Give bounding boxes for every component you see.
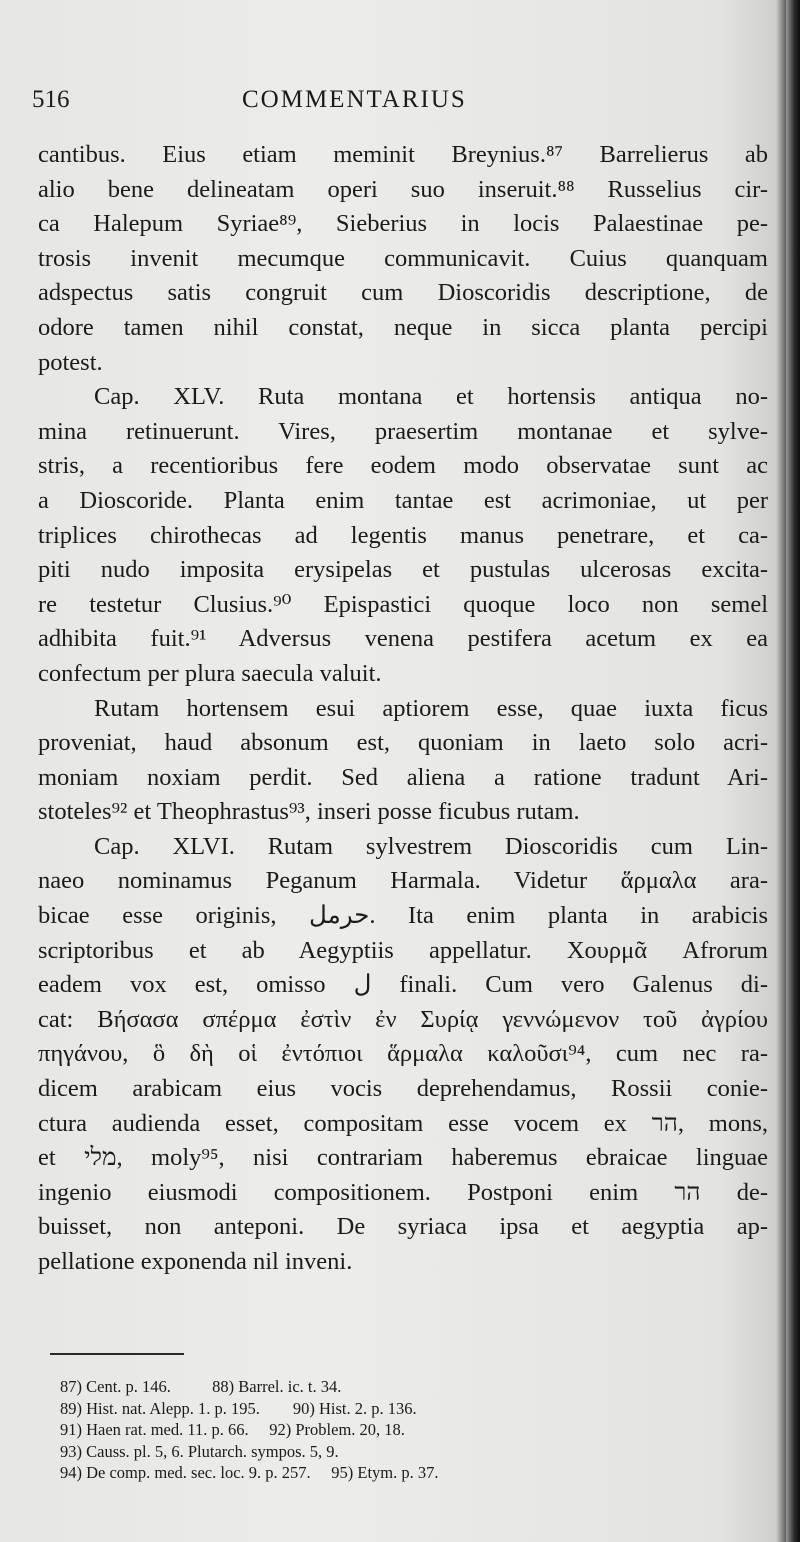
- text-line: adhibita fuit.⁹¹ Adversus venena pestifera acetum ex ea: [38, 625, 768, 653]
- text-line: ingenio eiusmodi compositionem. Postponi enim הר de-: [38, 1178, 768, 1206]
- page-number: 516: [32, 86, 70, 113]
- text-line: trosis invenit mecumque communicavit. Cuius quanquam: [38, 244, 768, 272]
- running-title: COMMENTARIUS: [242, 86, 467, 113]
- footnote-line: 89) Hist. nat. Alepp. 1. p. 195. 90) Hist. 2. p. 136.: [60, 1398, 417, 1418]
- footnotes: [60, 1376, 700, 1484]
- text-line: Cap. XLV. Ruta montana et hortensis antiqua no-: [94, 383, 768, 411]
- text-line: scriptoribus et ab Aegyptiis appellatur. Χουρμᾶ Afrorum: [38, 936, 768, 964]
- text-line: potest.: [38, 348, 103, 376]
- footnote-line: 87) Cent. p. 146. 88) Barrel. ic. t. 34.: [60, 1377, 342, 1396]
- text-line: odore tamen nihil constat, neque in sicca planta percipi: [38, 313, 768, 341]
- text-line: stoteles⁹² et Theophrastus⁹³, inseri posse ficubus rutam.: [38, 798, 580, 826]
- text-line: adspectus satis congruit cum Dioscoridis descriptione, de: [38, 279, 768, 307]
- text-line: dicem arabicam eius vocis deprehendamus, Rossii conie-: [38, 1075, 768, 1103]
- text-line: pellatione exponenda nil inveni.: [38, 1248, 353, 1275]
- text-line: stris, a recentioribus fere eodem modo observatae sunt ac: [38, 452, 768, 480]
- text-line: triplices chirothecas ad legentis manus penetrare, et ca-: [38, 521, 768, 549]
- page-header: [32, 86, 772, 126]
- text-line: moniam noxiam perdit. Sed aliena a ratione tradunt Ari-: [38, 763, 768, 791]
- text-line: bicae esse originis, حرمل. Ita enim planta in arabicis: [38, 902, 768, 930]
- text-line: alio bene delineatam operi suo inseruit.⁸⁸ Russelius cir-: [38, 175, 768, 203]
- text-line: cat: Βήσασα σπέρμα ἐστὶν ἐν Συρίᾳ γεννώμενον τοῦ ἀγρίου: [38, 1005, 768, 1033]
- text-line: ctura audienda esset, compositam esse vocem ex הר, mons,: [38, 1109, 768, 1137]
- footnote-rule: [50, 1353, 184, 1355]
- text-line: et מלי, moly⁹⁵, nisi contrariam haberemus ebraicae linguae: [38, 1144, 768, 1172]
- footnote-line: 94) De comp. med. sec. loc. 9. p. 257. 95) Etym. p. 37.: [60, 1463, 439, 1483]
- text-line: re testetur Clusius.⁹⁰ Epispastici quoque loco non semel: [38, 590, 768, 618]
- text-line: a Dioscoride. Planta enim tantae est acrimoniae, ut per: [38, 486, 768, 514]
- text-line: proveniat, haud absonum est, quoniam in laeto solo acri-: [38, 729, 768, 757]
- text-line: πηγάνου, ὃ δὴ οἱ ἐντόπιοι ἅρμαλα καλοῦσι⁹⁴, cum nec ra-: [38, 1040, 768, 1068]
- text-line: naeo nominamus Peganum Harmala. Videtur ἅρμαλα ara-: [38, 867, 768, 895]
- footnote-line: 93) Causs. pl. 5, 6. Plutarch. sympos. 5, 9.: [60, 1441, 339, 1461]
- text-line: Cap. XLVI. Rutam sylvestrem Dioscoridis cum Lin-: [94, 832, 768, 860]
- page-edge-shadow: [786, 0, 800, 1542]
- text-line: buisset, non anteponi. De syriaca ipsa et aegyptia ap-: [38, 1213, 768, 1241]
- text-line: ca Halepum Syriae⁸⁹, Sieberius in locis Palaestinae pe-: [38, 210, 768, 238]
- text-line: piti nudo imposita erysipelas et pustulas ulcerosas excita-: [38, 556, 768, 584]
- text-line: eadem vox est, omisso ل finali. Cum vero Galenus di-: [38, 971, 769, 999]
- footnote-line: 91) Haen rat. med. 11. p. 66. 92) Problem. 20, 18.: [60, 1420, 405, 1440]
- text-line: Rutam hortensem esui aptiorem esse, quae iuxta ficus: [94, 694, 768, 722]
- text-line: confectum per plura saecula valuit.: [38, 659, 382, 687]
- text-line: cantibus. Eius etiam meminit Breynius.⁸⁷ Barrelierus ab: [38, 141, 768, 168]
- text-line: mina retinuerunt. Vires, praesertim montanae et sylve-: [38, 417, 768, 445]
- body-text: [38, 138, 768, 1280]
